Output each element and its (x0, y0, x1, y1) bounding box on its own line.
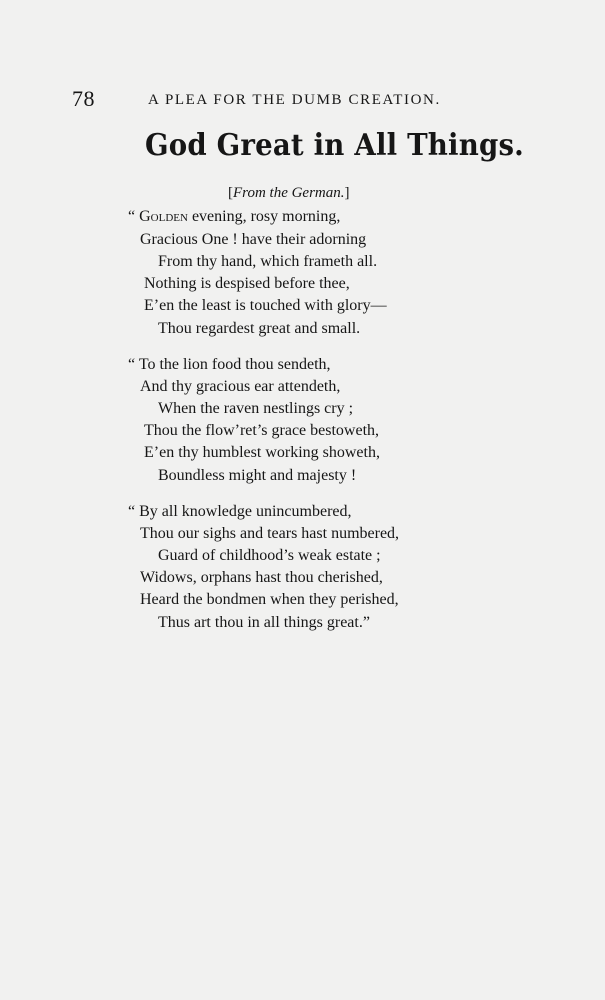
poem-line: Thou our sighs and tears hast numbered, (140, 525, 400, 542)
poem-line: Thou the flow’ret’s grace bestoweth, (144, 422, 380, 439)
poem-line: “ To the lion food thou sendeth, (128, 356, 331, 373)
poem-line: From thy hand, which frameth all. (158, 253, 378, 270)
attribution-open-bracket: [ (228, 185, 233, 201)
line-smallcaps-word: Golden (139, 208, 188, 225)
poem-attribution (228, 185, 350, 202)
poem-line: Thus art thou in all things great.” (158, 614, 370, 631)
poem-line: Widows, orphans hast thou cherished, (140, 569, 383, 586)
line-rest: evening, rosy morning, (187, 208, 341, 225)
poem-title: God Great in All Things. (145, 128, 524, 163)
poem-line: Nothing is despised before thee, (144, 275, 350, 292)
poem-line: Boundless might and majesty ! (158, 467, 357, 484)
poem-line: Guard of childhood’s weak estate ; (158, 547, 381, 564)
poem-line: “ By all knowledge unincumbered, (128, 503, 352, 520)
poem-line: And thy gracious ear attendeth, (140, 378, 341, 395)
poem-line (128, 209, 340, 225)
poem-line: When the raven nestlings cry ; (158, 400, 354, 417)
page-number: 78 (72, 86, 95, 111)
poem-line: E’en thy humblest working showeth, (144, 444, 380, 461)
poem-line: Heard the bondmen when they perished, (140, 591, 399, 608)
line-prefix: “ (128, 208, 140, 225)
attribution-text: From the German. (233, 185, 345, 201)
running-title: A PLEA FOR THE DUMB CREATION. (148, 92, 441, 108)
poem-line: E’en the least is touched with glory— (144, 297, 387, 314)
attribution-close-bracket: ] (344, 185, 350, 201)
poem-line: Gracious One ! have their adorning (140, 231, 367, 248)
poem-line: Thou regardest great and small. (158, 320, 361, 337)
